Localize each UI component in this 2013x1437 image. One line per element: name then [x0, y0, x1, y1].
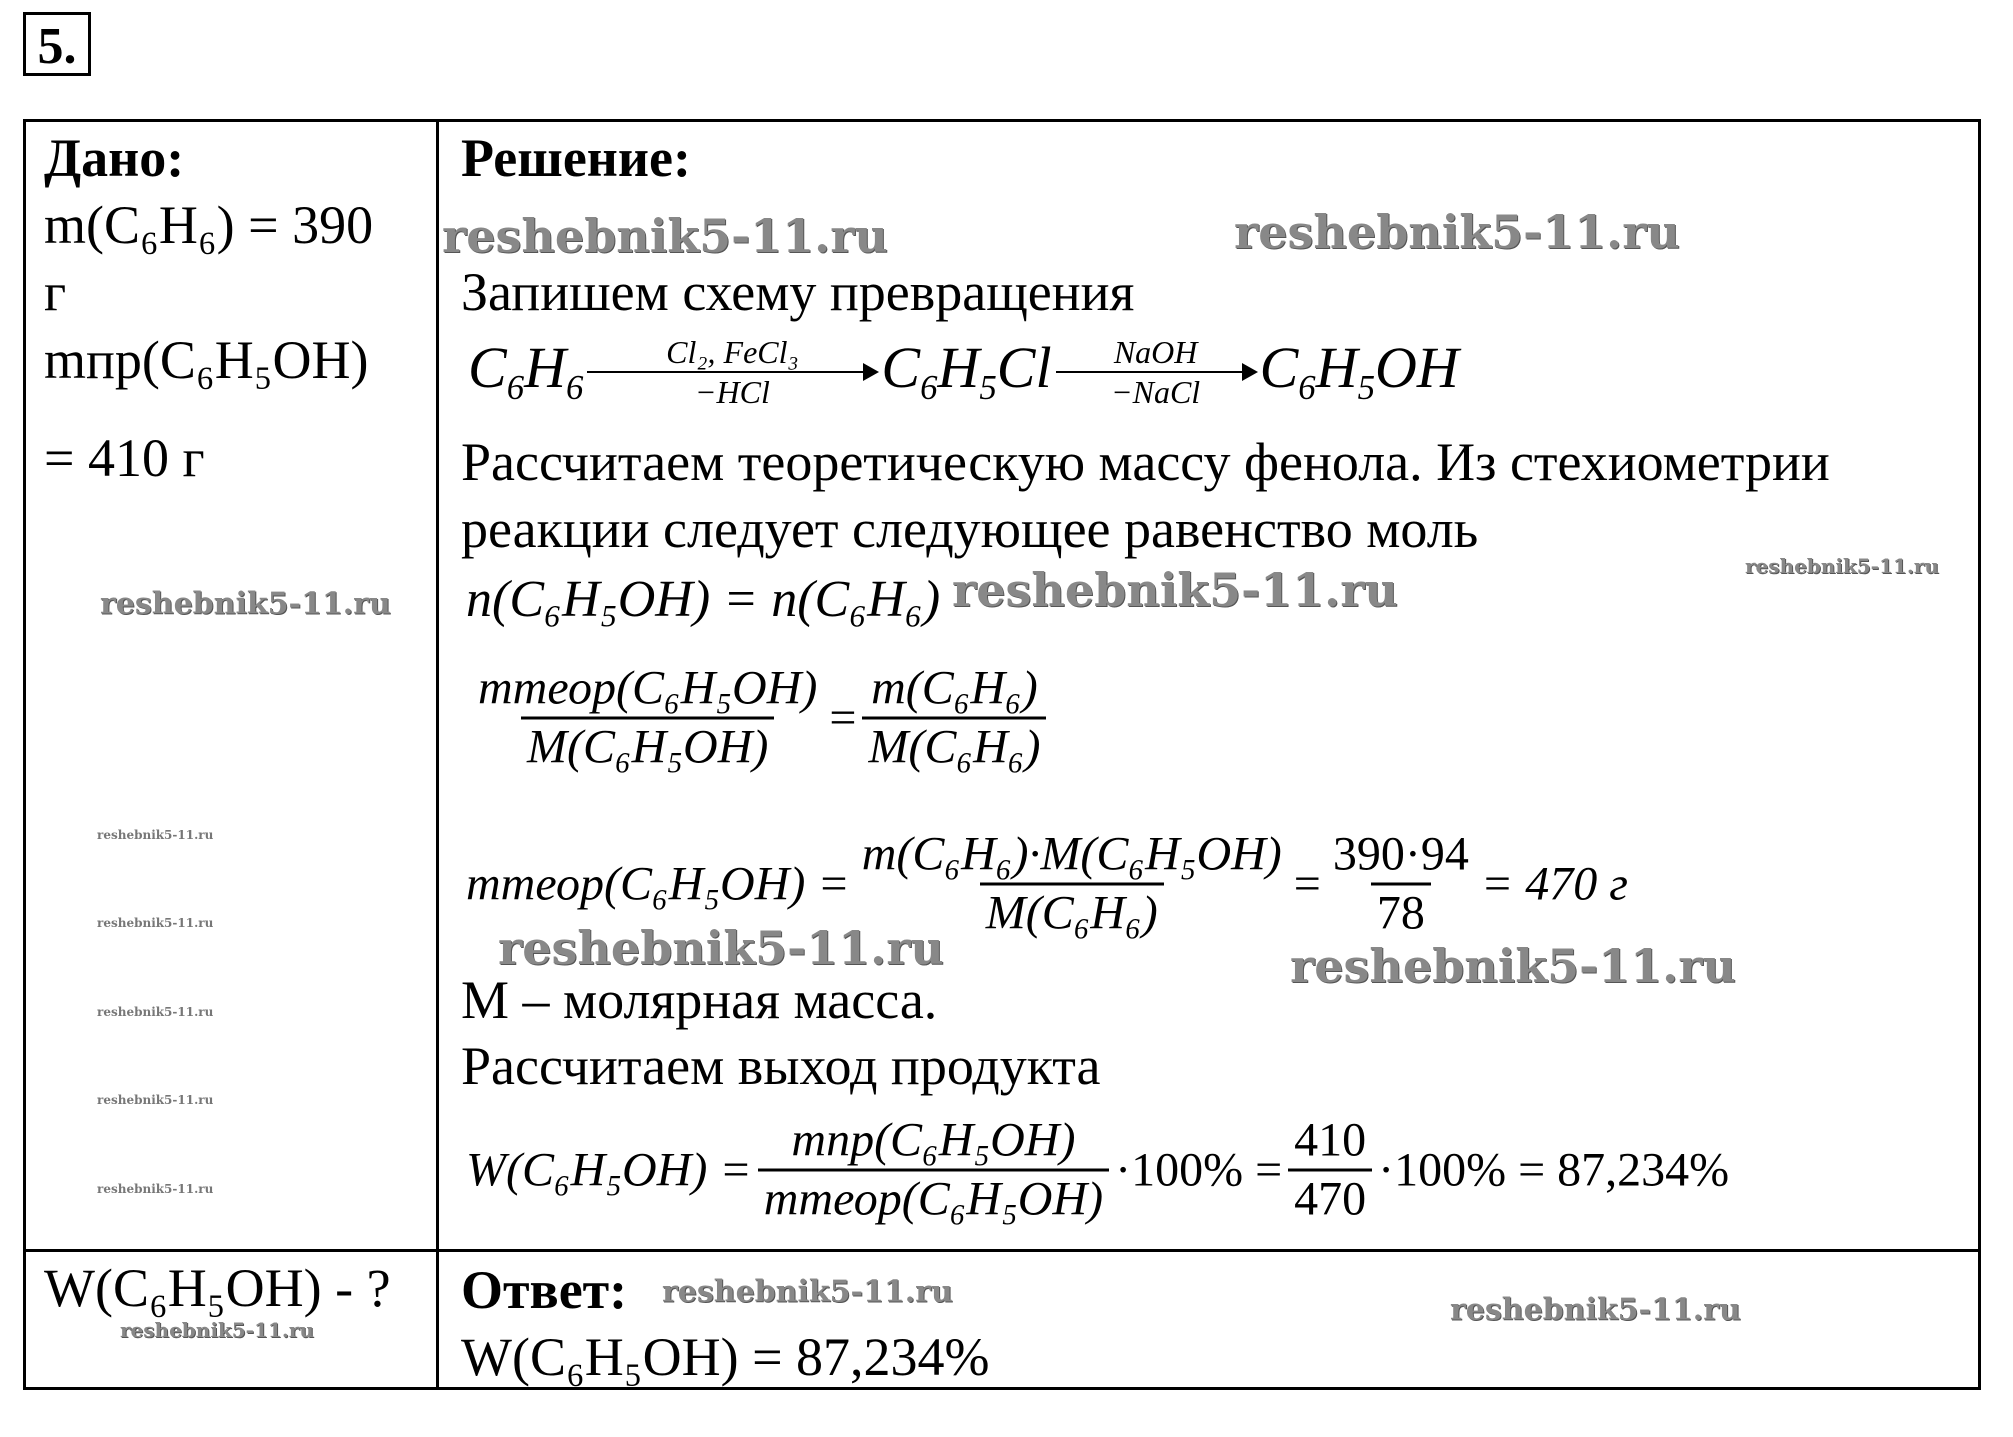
theoretical-mass-equation: mтеор(C₆H₅OH) = $\frac{\text{m(C₆H₆)·M(C₆H₅OH)}}{\text{M(C₆H₆)}}$ = $\frac{390\cdot 94}{78}$ = 470 г [466, 827, 1628, 940]
intermediate: $C_6H_5Cl$ [881, 334, 1052, 407]
given-heading: Дано: [44, 128, 185, 188]
scheme-text: Запишем схему превращения [461, 262, 1135, 322]
watermark: reshebnik5-11.ru [97, 828, 214, 842]
watermark: reshebnik5-11.ru [1450, 1292, 1741, 1328]
watermark: reshebnik5-11.ru [1290, 939, 1736, 993]
watermark: reshebnik5-11.ru [97, 1093, 214, 1107]
answer-label: Ответ: [461, 1260, 628, 1320]
watermark: reshebnik5-11.ru [498, 921, 944, 975]
text-stoichiometry: реакции следует следующее равенство моль [461, 499, 1479, 559]
solution-heading: Решение: [461, 128, 691, 188]
watermark: reshebnik5-11.ru [100, 586, 391, 622]
product: $C_6H_5OH$ [1259, 334, 1459, 407]
given-mass-benzene: m(C₆H₆) = 390 [44, 195, 374, 255]
watermark: reshebnik5-11.ru [97, 916, 214, 930]
given-practical-value: = 410 г [44, 428, 205, 488]
watermark: reshebnik5-11.ru [120, 1318, 314, 1342]
ratio-equation: mтеор(C₆H₅OH) M(C₆H₅OH) = $\frac{\text{m(C₆H₆)}}{\text{M(C₆H₆)}}$ [466, 665, 1052, 772]
watermark: reshebnik5-11.ru [1745, 554, 1939, 578]
find-label: W(C₆H₅OH) - ? [44, 1258, 391, 1318]
reaction-scheme [468, 336, 1459, 408]
watermark: reshebnik5-11.ru [1234, 205, 1680, 259]
task-number: 5. [23, 12, 91, 76]
column-divider [436, 119, 439, 1390]
watermark: reshebnik5-11.ru [97, 1182, 214, 1196]
reaction-arrow-2: NaOH −NaCl [1056, 336, 1256, 408]
watermark: reshebnik5-11.ru [952, 563, 1398, 617]
text-molar-mass: M – молярная масса. [461, 970, 938, 1030]
answer-value: W(C₆H₅OH) = 87,234% [461, 1327, 990, 1387]
mole-equality: n(C₆H₅OH) = n(C₆H₆) [466, 571, 941, 628]
reactant: $C_6H_6$ [468, 334, 584, 407]
text-theoretical: Рассчитаем теоретическую массу фенола. Из стехиометрии [461, 432, 1830, 492]
watermark: reshebnik5-11.ru [662, 1274, 953, 1310]
row-divider [23, 1249, 1981, 1252]
given-practical-mass: mпр(C₆H₅OH) [44, 330, 369, 390]
watermark: reshebnik5-11.ru [442, 209, 888, 263]
text-yield: Рассчитаем выход продукта [461, 1036, 1101, 1096]
given-unit: г [44, 262, 67, 322]
reaction-arrow-1: Cl₂, FeCl₃ −HCl [587, 336, 877, 408]
watermark: reshebnik5-11.ru [97, 1005, 214, 1019]
yield-equation: W(C₆H₅OH) = mпр(C₆H₅OH) mтеор(C₆H₅OH) ·100% = $\frac{410}{470}$ ·100% = 87,234% [466, 1113, 1730, 1226]
